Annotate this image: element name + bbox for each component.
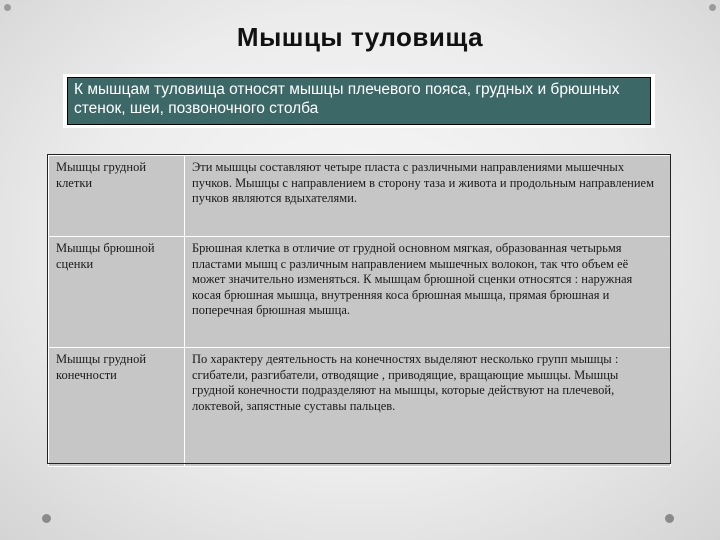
intro-frame: [63, 74, 655, 128]
row-description: Брюшная клетка в отличие от грудной основном мягкая, образованная четырьмя пластами мышц с различным направлением мышечных волокон, так что объем её может значительно изменяться. К мышцам брюшной сценки относятся : наружная косая брюшная мышца, внутренняя коса брюшная мышца, прямая брюшная и поперечная брюшная мышца.: [185, 237, 671, 348]
row-description: Эти мышцы составляют четыре пласта с различными направлениями мышечных пучков. Мышцы с направлением в сторону таза и живота и продольным направлением пучков являются вдыхателями.: [185, 156, 671, 237]
row-description: По характеру деятельность на конечностях выделяют несколько групп мышцы : сгибатели, разгибатели, отводящие , приводящие, вращающие мышцы. Мышцы грудной конечности подразделяют на мышцы, которые действуют на плечевой, локтевой, запястные суставы пальцев.: [185, 348, 671, 467]
table-row: [49, 237, 671, 348]
nav-dot-right: [665, 514, 674, 523]
table-row: [49, 156, 671, 237]
slide-title: Мышцы туловища: [236, 22, 484, 52]
row-name: Мышцы грудной клетки: [49, 156, 185, 237]
corner-dot-decoration: [709, 4, 716, 11]
table-row: [49, 348, 671, 467]
row-name: Мышцы грудной конечности: [49, 348, 185, 467]
nav-dot-left: [42, 514, 51, 523]
corner-dot-decoration: [4, 4, 11, 11]
row-name: Мышцы брюшной сценки: [49, 237, 185, 348]
muscle-table: [48, 155, 671, 467]
intro-text: К мышцам туловища относят мышцы плечевого пояса, грудных и брюшных стенок, шеи, позвоночного столба: [67, 77, 651, 125]
